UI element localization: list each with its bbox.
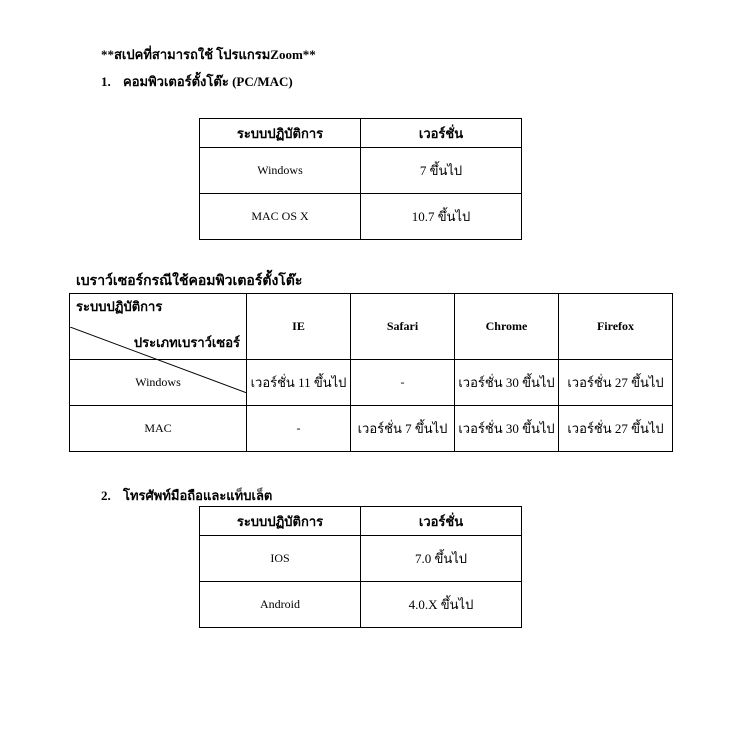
table-header-cell: Safari xyxy=(351,294,455,360)
table-cell: เวอร์ชั่น 27 ขึ้นไป xyxy=(559,360,673,406)
table-cell: เวอร์ชั่น 7 ขึ้นไป xyxy=(351,406,455,452)
table-cell: เวอร์ชั่น 30 ขึ้นไป xyxy=(455,406,559,452)
browser-section-heading: เบราว์เซอร์กรณีใช้คอมพิวเตอร์ตั้งโต๊ะ xyxy=(76,274,303,289)
table-cell: 7.0 ขึ้นไป xyxy=(361,536,522,582)
table-header-cell: ระบบปฏิบัติการ xyxy=(200,119,361,148)
table-header-cell: ระบบปฏิบัติการ xyxy=(200,507,361,536)
table-row xyxy=(200,148,522,194)
table-cell: - xyxy=(247,406,351,452)
table-cell: เวอร์ชั่น 11 ขึ้นไป xyxy=(247,360,351,406)
table-header-cell: Firefox xyxy=(559,294,673,360)
table-cell: MAC OS X xyxy=(200,194,361,240)
table-header-cell: IE xyxy=(247,294,351,360)
section-1-heading xyxy=(101,71,293,92)
document-title: **สเปคที่สามารถใช้ โปรแกรมZoom** xyxy=(101,47,316,62)
section-2-heading-text: โทรศัพท์มือถือและแท็บเล็ต xyxy=(123,488,273,503)
corner-label-os: ระบบปฏิบัติการ xyxy=(76,298,163,314)
table-header-cell: Chrome xyxy=(455,294,559,360)
desktop-os-table xyxy=(199,118,522,240)
table-row xyxy=(70,406,673,452)
corner-label-browser-type: ประเภทเบราว์เซอร์ xyxy=(133,334,240,350)
table-cell: Windows xyxy=(70,360,247,406)
section-1-number: 1. xyxy=(101,74,111,89)
table-row xyxy=(200,582,522,628)
table-row xyxy=(200,194,522,240)
section-2-number: 2. xyxy=(101,488,111,503)
table-cell: Windows xyxy=(200,148,361,194)
table-cell: 7 ขึ้นไป xyxy=(361,148,522,194)
table-header-row xyxy=(200,119,522,148)
section-2-heading xyxy=(101,485,272,506)
table-cell: MAC xyxy=(70,406,247,452)
browser-table xyxy=(69,293,673,452)
table-cell: 4.0.X ขึ้นไป xyxy=(361,582,522,628)
table-header-cell: เวอร์ชั่น xyxy=(361,119,522,148)
table-cell: เวอร์ชั่น 30 ขึ้นไป xyxy=(455,360,559,406)
mobile-os-table xyxy=(199,506,522,628)
table-cell: IOS xyxy=(200,536,361,582)
table-header-row xyxy=(70,294,673,360)
table-cell: เวอร์ชั่น 27 ขึ้นไป xyxy=(559,406,673,452)
section-1-heading-text: คอมพิวเตอร์ตั้งโต๊ะ (PC/MAC) xyxy=(123,74,293,89)
table-header-cell: เวอร์ชั่น xyxy=(361,507,522,536)
table-header-row xyxy=(200,507,522,536)
table-row xyxy=(200,536,522,582)
table-cell: - xyxy=(351,360,455,406)
table-cell: 10.7 ขึ้นไป xyxy=(361,194,522,240)
diagonal-header-cell xyxy=(70,294,247,360)
table-cell: Android xyxy=(200,582,361,628)
